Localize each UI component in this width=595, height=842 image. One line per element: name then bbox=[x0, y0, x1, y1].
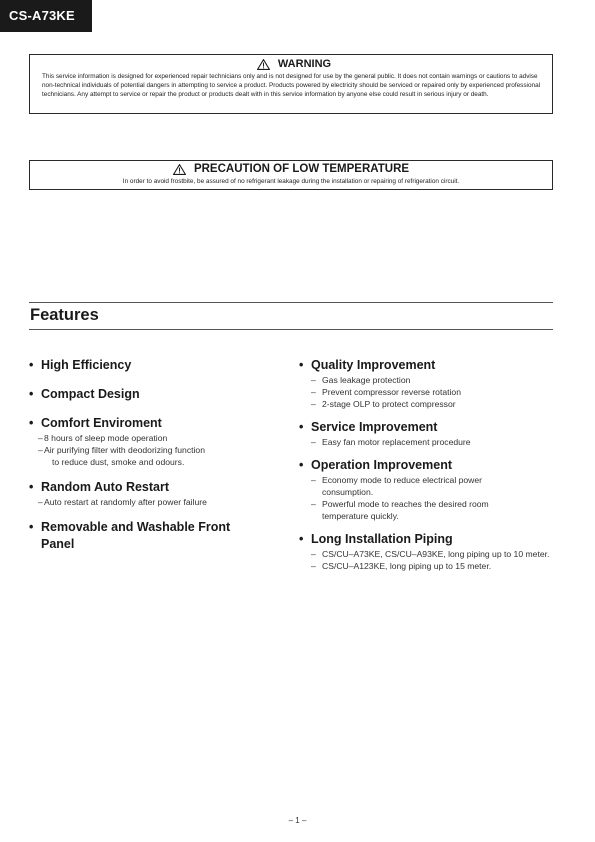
feature-item-list bbox=[299, 474, 555, 522]
warning-text: This service information is designed for experienced repair technicians only and is not designed for use by the general public. It does not contain warnings or cautions to advise non-technical individuals of potential dangers in attempting to service a product. Products powered by electricity should be serviced or repaired only by experienced professional technicians. Any attempt to service or repair the product or products dealt with in this service information by anyone else could result in serious injury or death. bbox=[42, 73, 541, 98]
list-item: – 8 hours of sleep mode operation bbox=[38, 433, 168, 443]
features-right-column bbox=[299, 357, 555, 581]
list-item: – Powerful mode to reaches the desired room temperature quickly. bbox=[311, 499, 489, 521]
feature-removable-front-panel bbox=[29, 519, 269, 553]
bullet-icon: • bbox=[29, 358, 34, 372]
warning-triangle-icon bbox=[257, 59, 270, 70]
feature-title: Random Auto Restart bbox=[41, 480, 170, 494]
warning-box bbox=[29, 54, 553, 114]
bullet-icon: • bbox=[29, 520, 34, 534]
bullet-icon: • bbox=[299, 532, 304, 546]
bullet-icon: • bbox=[29, 387, 34, 401]
feature-quality-improvement bbox=[299, 357, 555, 410]
page-number: – 1 – bbox=[288, 816, 307, 825]
feature-title: Quality Improvement bbox=[311, 358, 436, 372]
precaution-text: In order to avoid frostbite, be assured of no refrigerant leakage during the installation or repairing of refrigeration circuit. bbox=[122, 178, 460, 185]
feature-comfort-environment bbox=[29, 415, 269, 468]
feature-item-list bbox=[299, 548, 555, 572]
list-item: – Prevent compressor reverse rotation bbox=[311, 387, 461, 397]
list-item: – Economy mode to reduce electrical power consumption. bbox=[311, 475, 483, 497]
bullet-icon: • bbox=[299, 458, 304, 472]
list-item: – CS/CU–A73KE, CS/CU–A93KE, long piping up to 10 meter. bbox=[311, 549, 550, 559]
list-item: – Easy fan motor replacement procedure bbox=[311, 437, 471, 447]
list-item: – CS/CU–A123KE, long piping up to 15 meter. bbox=[311, 561, 492, 571]
feature-compact-design bbox=[29, 386, 269, 403]
bullet-icon: • bbox=[299, 358, 304, 372]
feature-item-list bbox=[299, 436, 555, 448]
warning-triangle-icon bbox=[173, 164, 186, 175]
feature-title: Comfort Enviroment bbox=[41, 416, 162, 430]
section-rule-top bbox=[29, 302, 553, 303]
section-title: Features bbox=[30, 306, 99, 324]
feature-title: Compact Design bbox=[41, 387, 140, 401]
precaution-box bbox=[29, 160, 553, 190]
bullet-icon: • bbox=[299, 420, 304, 434]
warning-heading bbox=[42, 58, 546, 71]
list-item: – Gas leakage protection bbox=[311, 375, 411, 385]
list-item: – 2-stage OLP to protect compressor bbox=[311, 399, 456, 409]
feature-item-list bbox=[299, 374, 555, 410]
feature-title: Long Installation Piping bbox=[311, 532, 453, 546]
list-item: – Air purifying filter with deodorizing function to reduce dust, smoke and odours. bbox=[29, 444, 269, 468]
feature-random-auto-restart bbox=[29, 479, 269, 508]
feature-title: Removable and Washable Front Panel bbox=[41, 520, 231, 551]
feature-item-list bbox=[29, 496, 269, 508]
list-item: – Auto restart at randomly after power failure bbox=[38, 497, 207, 507]
feature-item-list bbox=[29, 432, 269, 468]
warning-title: WARNING bbox=[277, 58, 332, 70]
model-label: CS-A73KE bbox=[0, 0, 92, 32]
feature-operation-improvement bbox=[299, 457, 555, 522]
feature-title: Operation Improvement bbox=[311, 458, 452, 472]
feature-long-installation-piping bbox=[299, 531, 555, 572]
section-rule-bottom bbox=[29, 329, 553, 330]
precaution-title: PRECAUTION OF LOW TEMPERATURE bbox=[193, 163, 410, 175]
features-left-column bbox=[29, 357, 269, 563]
feature-title: High Efficiency bbox=[41, 358, 132, 372]
bullet-icon: • bbox=[29, 416, 34, 430]
list-item-continuation: to reduce dust, smoke and odours. bbox=[52, 457, 185, 467]
feature-title: Service Improvement bbox=[311, 420, 438, 434]
bullet-icon: • bbox=[29, 480, 34, 494]
precaution-heading bbox=[36, 163, 546, 176]
feature-service-improvement bbox=[299, 419, 555, 448]
feature-high-efficiency bbox=[29, 357, 269, 374]
